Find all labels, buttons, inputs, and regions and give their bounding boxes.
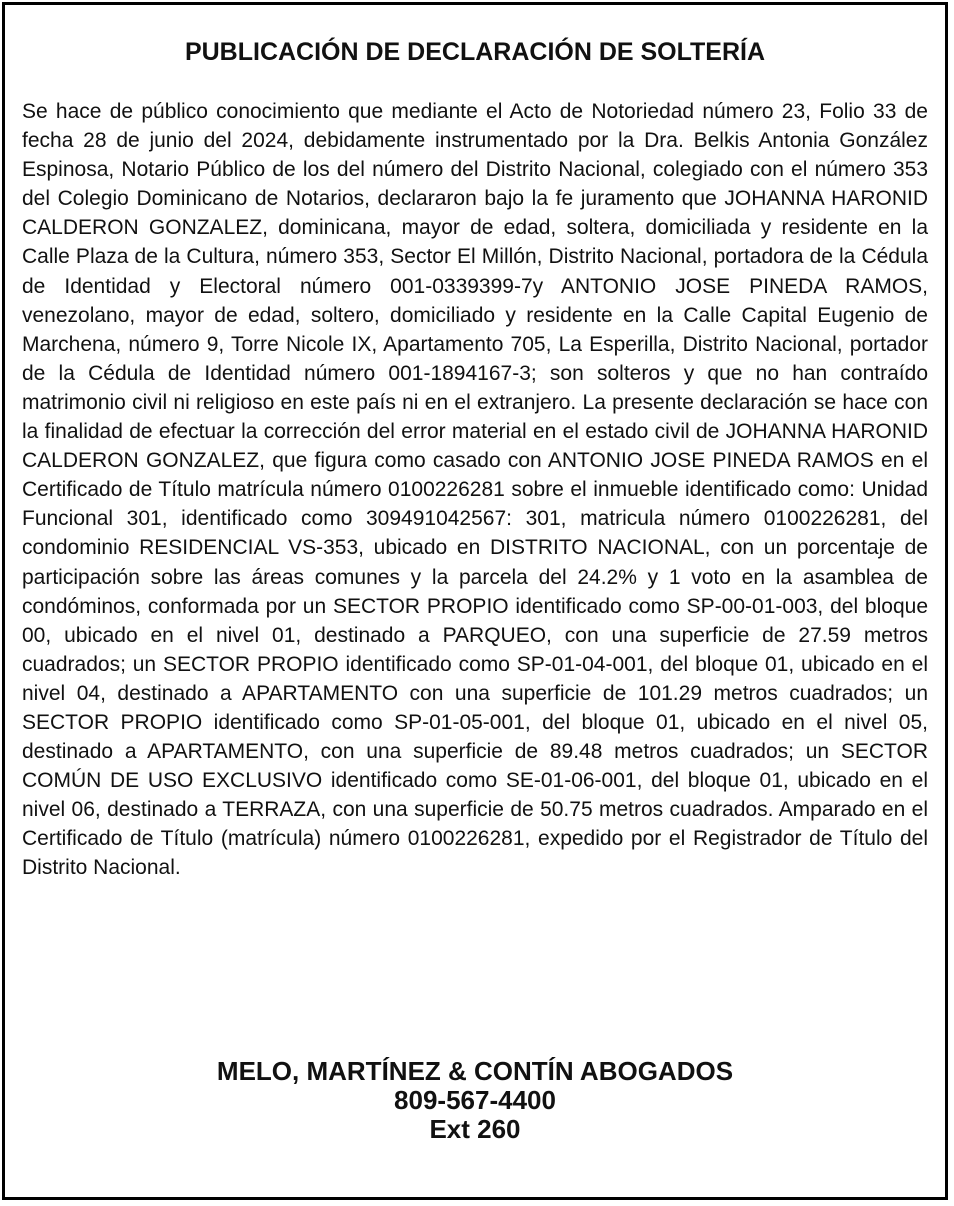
law-firm-name: MELO, MARTÍNEZ & CONTÍN ABOGADOS bbox=[216, 1056, 734, 1086]
phone-extension: Ext 260 bbox=[429, 1114, 521, 1144]
notice-border bbox=[2, 2, 948, 1200]
notice-title: PUBLICACIÓN DE DECLARACIÓN DE SOLTERÍA bbox=[184, 38, 766, 66]
notice-body: Se hace de público conocimiento que mediante el Acto de Notoriedad número 23, Folio 33 de fecha 28 de junio del 2024, debidamente instrumentado por la Dra. Belkis Antonia González Espinosa, Notario Público de los del número del Distrito Nacional, colegiado con el número 353 del Colegio Dominicano de Notarios, declararon bajo la fe juramento que JOHANNA HARONID CALDERON GONZALEZ, dominicana, mayor de edad, soltera, domiciliada y residente en la Calle Plaza de la Cultura, número 353, Sector El Millón, Distrito Nacional, portadora de la Cédula de Identidad y Electoral número 001-0339399-7y ANTONIO JOSE PINEDA RAMOS, venezolano, mayor de edad, soltero, domiciliado y residente en la Calle Capital Eugenio de Marchena, número 9, Torre Nicole IX, Apartamento 705, La Esperilla, Distrito Nacional, portador de la Cédula de Identidad número 001-1894167-3; son solteros y que no han contraído matrimonio civil ni religioso en este país ni en el extranjero. La presente declaración se hace con la finalidad de efectuar la corrección del error material en el estado civil de JOHANNA HARONID CALDERON GONZALEZ, que figura como casado con ANTONIO JOSE PINEDA RAMOS en el Certificado de Título matrícula número 0100226281 sobre el inmueble identificado como: Unidad Funcional 301, identificado como 309491042567: 301, matricula número 0100226281, del condominio RESIDENCIAL VS-353, ubicado en DISTRITO NACIONAL, con un porcentaje de participación sobre las áreas comunes y la parcela del 24.2% y 1 voto en la asamblea de condóminos, conformada por un SECTOR PROPIO identificado como SP-00-01-003, del bloque 00, ubicado en el nivel 01, destinado a PARQUEO, con una superficie de 27.59 metros cuadrados; un SECTOR PROPIO identificado como SP-01-04-001, del bloque 01, ubicado en el nivel 04, destinado a APARTAMENTO con una superficie de 101.29 metros cuadrados; un SECTOR PROPIO identificado como SP-01-05-001, del bloque 01, ubicado en el nivel 05, destinado a APARTAMENTO, con una superficie de 89.48 metros cuadrados; un SECTOR COMÚN DE USO EXCLUSIVO identificado como SE-01-06-001, del bloque 01, ubicado en el nivel 06, destinado a TERRAZA, con una superficie de 50.75 metros cuadrados. Amparado en el Certificado de Título (matrícula) número 0100226281, expedido por el Registrador de Título del Distrito Nacional. bbox=[22, 100, 928, 880]
phone-number: 809-567-4400 bbox=[394, 1085, 556, 1115]
signature-block bbox=[5, 1057, 945, 1144]
